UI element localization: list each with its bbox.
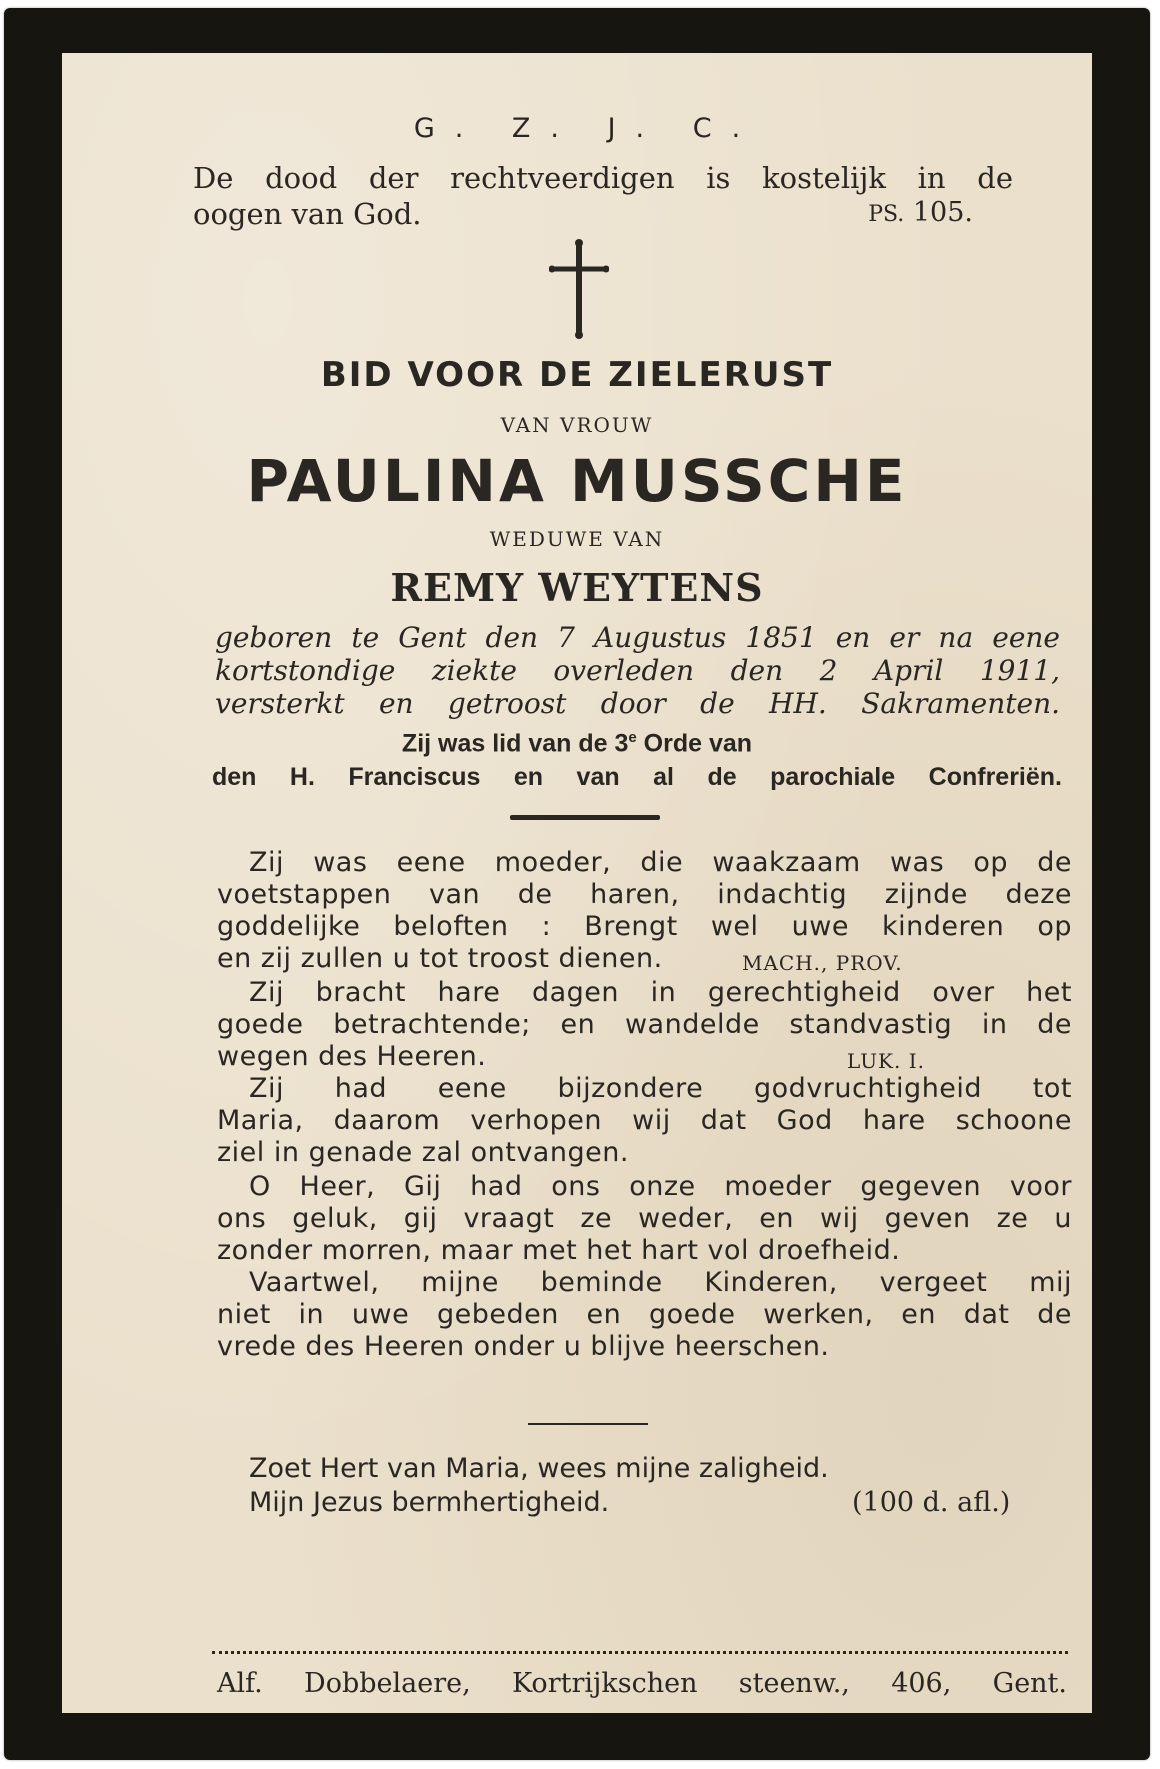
indulgence-note: (100 d. afl.) <box>852 1487 1011 1518</box>
body-line: ziel in genade zal ontvangen. <box>217 1137 629 1168</box>
prayer-request-heading: BID VOOR DE ZIELERUST <box>320 355 834 395</box>
mourning-card <box>62 53 1092 1713</box>
section-divider <box>528 1423 648 1425</box>
body-line: wegen des Heeren. <box>217 1041 487 1072</box>
body-line: niet in uwe gebeden en goede werken, en dat de <box>217 1299 1072 1330</box>
body-line: voetstappen van de haren, indachtig zijnde deze <box>217 879 1072 910</box>
body-line: Vaartwel, mijne beminde Kinderen, vergeet mij <box>249 1267 1072 1298</box>
body-line: Zij had eene bijzondere godvruchtigheid tot <box>249 1073 1072 1104</box>
biography-line-2: kortstondige ziekte overleden den 2 April 1911, <box>215 654 1060 687</box>
psalm-quote-text: oogen van God. <box>193 197 422 231</box>
body-line: en zij zullen u tot troost dienen. <box>217 943 663 974</box>
deceased-name: PAULINA MUSSCHE <box>246 447 908 515</box>
biography-line-3: versterkt en getroost door de HH. Sakramenten. <box>215 687 1060 720</box>
ornamental-divider <box>510 815 660 820</box>
membership-line-2: den H. Franciscus en van al de parochiale Confreriën. <box>212 763 1062 791</box>
cross-icon <box>549 239 609 339</box>
body-line: ons geluk, gij vraagt ze weder, en wij geven ze u <box>217 1203 1072 1234</box>
body-line: Zij was eene moeder, die waakzaam was op de <box>249 847 1072 878</box>
printer-imprint: Alf. Dobbelaere, Kortrijkschen steenw., 406, Gent. <box>217 1668 1067 1699</box>
prayer-line-1: Zoet Hert van Maria, wees mijne zaligheid. <box>249 1453 829 1484</box>
van-vrouw-label: VAN VROUW <box>500 413 654 437</box>
body-line: Zij bracht hare dagen in gerechtigheid over het <box>249 977 1072 1008</box>
body-line: goede betrachtende; en wandelde standvastig in de <box>217 1009 1072 1040</box>
psalm-reference: PS. 105. <box>868 197 973 228</box>
prayer-line-2: Mijn Jezus bermhertigheid. <box>249 1487 610 1518</box>
membership-line-1: Zij was lid van de 3e Orde van <box>401 729 753 758</box>
psalm-quote-line-2 <box>193 197 1013 231</box>
scripture-reference: MACH., PROV. <box>742 951 903 975</box>
dotted-divider <box>212 1651 1068 1654</box>
weduwe-van-label: WEDUWE VAN <box>489 527 665 551</box>
initials-header: G. Z. J. C. <box>413 113 761 144</box>
body-line: goddelijke beloften : Brengt wel uwe kinderen op <box>217 911 1072 942</box>
body-line: Maria, daarom verhopen wij dat God hare schoone <box>217 1105 1072 1136</box>
psalm-quote-line-1: De dood der rechtveerdigen is kostelijk in de <box>193 161 1013 195</box>
body-line: O Heer, Gij had ons onze moeder gegeven voor <box>249 1171 1072 1202</box>
mourning-card-border <box>4 8 1150 1760</box>
body-line: vrede des Heeren onder u blijve heerschen. <box>217 1331 830 1362</box>
spouse-name: REMY WEYTENS <box>390 565 764 610</box>
body-line: zonder morren, maar met het hart vol droefheid. <box>217 1235 901 1266</box>
scripture-reference: LUK. I. <box>847 1049 925 1073</box>
biography-line-1: geboren te Gent den 7 Augustus 1851 en er na eene <box>215 621 1060 654</box>
